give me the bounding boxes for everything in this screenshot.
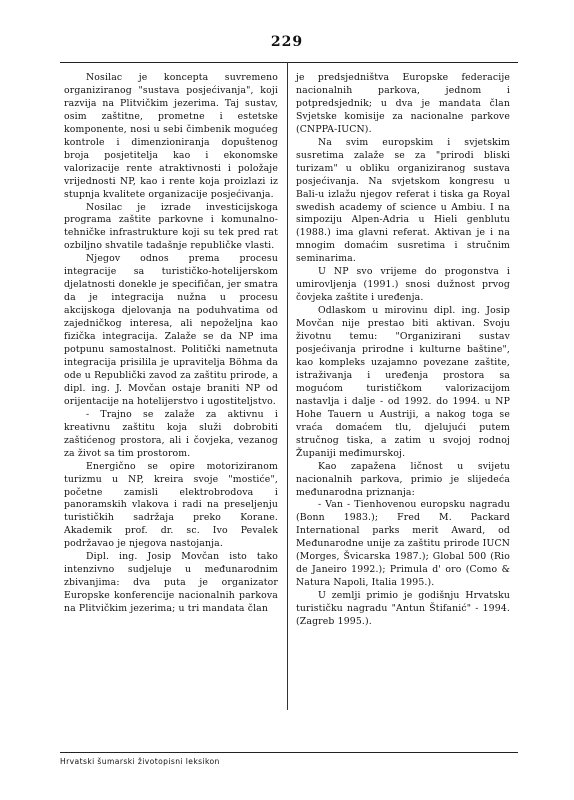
page-number: 229 — [270, 34, 304, 50]
paragraph: - Trajno se zalaže za aktivnu i kreativnu zaštitu koja služi dobrobiti zaštićenog prostora, ali i čovjeka, vezanog za život sa tim prostorom. — [64, 408, 278, 459]
footer-text: Hrvatski šumarski životopisni leksikon — [60, 757, 220, 766]
header-rule — [60, 62, 518, 63]
paragraph: Nosilac je izrade investicijskoga programa zaštite parkovne i komunalno-tehničke infrastrukture koji su tek pred rat ozbiljno shvatile tadašnje republičke vlasti. — [64, 201, 278, 252]
paragraph: U zemlji primio je godišnju Hrvatsku turističku nagradu "Antun Štifanić" - 1994. (Zagreb 1995.). — [296, 590, 510, 628]
paragraph: Odlaskom u mirovinu dipl. ing. Josip Movčan nije prestao biti aktivan. Svoju životnu temu: "Organizirani sustav posjećivanja prirodne i kulturne baštine", kao kompleks uzajamno povezane zaštite, istraživanja i uređenja prostora sa mogućom turističkom valorizacijom nastavlja i dalje - od 1992. do 1994. u NP Hohe Tauern u Austriji, a nakog toga se vraća domaćem tlu, djelujući putem stručnog tiska, a zatim u svojoj rodnoj Županiji međimurskoj. — [296, 305, 510, 459]
paragraph: U NP svo vrijeme do progonstva i umirovljenja (1991.) snosi dužnost prvog čovjeka zaštite i uređenja. — [296, 266, 510, 304]
paragraph: Nosilac je koncepta suvremeno organiziranog "sustava posjećivanja", koji razvija na Plitvičkim jezerima. Taj sustav, osim zaštitne, prometne i estetske komponente, nosi u sebi čimbenik mogućeg kontrole i dimenzioniranja dopuštenog broja posjetitelja kao i ekonomske valorizacije rente atraktivnosti i položaje vrijednosti NP, kao i rente koja proizlazi iz stupnja kvalitete organizacije posjećivanja. — [64, 72, 278, 200]
paragraph: je predsjedništva Europske federacije nacionalnih parkova, jednom i potpredsjednik; u dva je mandata član Svjetske komisije za nacionalne parkove (CNPPA-IUCN). — [296, 72, 510, 135]
paragraph: Na svim europskim i svjetskim susretima zalaže se za "prirodi bliski turizam" u obliku organiziranog sustava posjećivanja. Na svjetskom kongresu u Bali-u izlažu njegov referat i tiska ga Royal swedish academy of science u Ambiu. I na simpoziju Alpen-Adria u Hieli genblutu (1988.) ima glavni referat. Aktivan je i na mnogim domaćim susretima i stručnim seminarima. — [296, 136, 510, 265]
footer-rule — [60, 752, 518, 753]
left-column — [64, 72, 278, 616]
right-column — [296, 72, 510, 629]
column-separator — [287, 62, 288, 710]
paragraph: Energično se opire motoriziranom turizmu u NP, kreira svoje "mostiće", početne zamisli elektrobrodova i panoramskih vlakova i radi na preseljenju turističkih sadržaja preko Korane. Akademik prof. dr. sc. Ivo Pevalek podržavao je njegova nastojanja. — [64, 460, 278, 550]
paragraph: Dipl. ing. Josip Movčan isto tako intenzivno sudjeluje u međunarodnim zbivanjima: dva puta je organizator Europske konferencije nacionalnih parkova na Plitvičkim jezerima; u tri mandata član — [64, 551, 278, 615]
paragraph: Njegov odnos prema procesu integracije sa turističko-hotelijerskom djelatnosti donekle je specifičan, jer smatra da je integracija nužna u procesu akcijskoga djelovanja na poduhvatima od zajedničkog interesa, ali nepoželjna kao fizička integracija. Zalaže se da NP ima potpunu samostalnost. Politički nametnuta integracija prisilila je upravitelja Böhma da ode u Republički zavod za zaštitu prirode, a dipl. ing. J. Movčan ostaje braniti NP od orijentacije na hotelijerstvo i ugostiteljstvo. — [64, 253, 278, 407]
paragraph: - Van - Tienhovenou europsku nagradu (Bonn 1983.); Fred M. Packard International parks merit Award, od Međunarodne unije za zaštitu prirode IUCN (Morges, Švicarska 1987.); Global 500 (Rio de Janeiro 1992.); Primula d' oro (Como & Natura Napoli, Italia 1995.). — [296, 499, 510, 589]
paragraph: Kao zapažena ličnost u svijetu nacionalnih parkova, primio je slijedeća međunarodna priznanja: — [296, 460, 510, 498]
